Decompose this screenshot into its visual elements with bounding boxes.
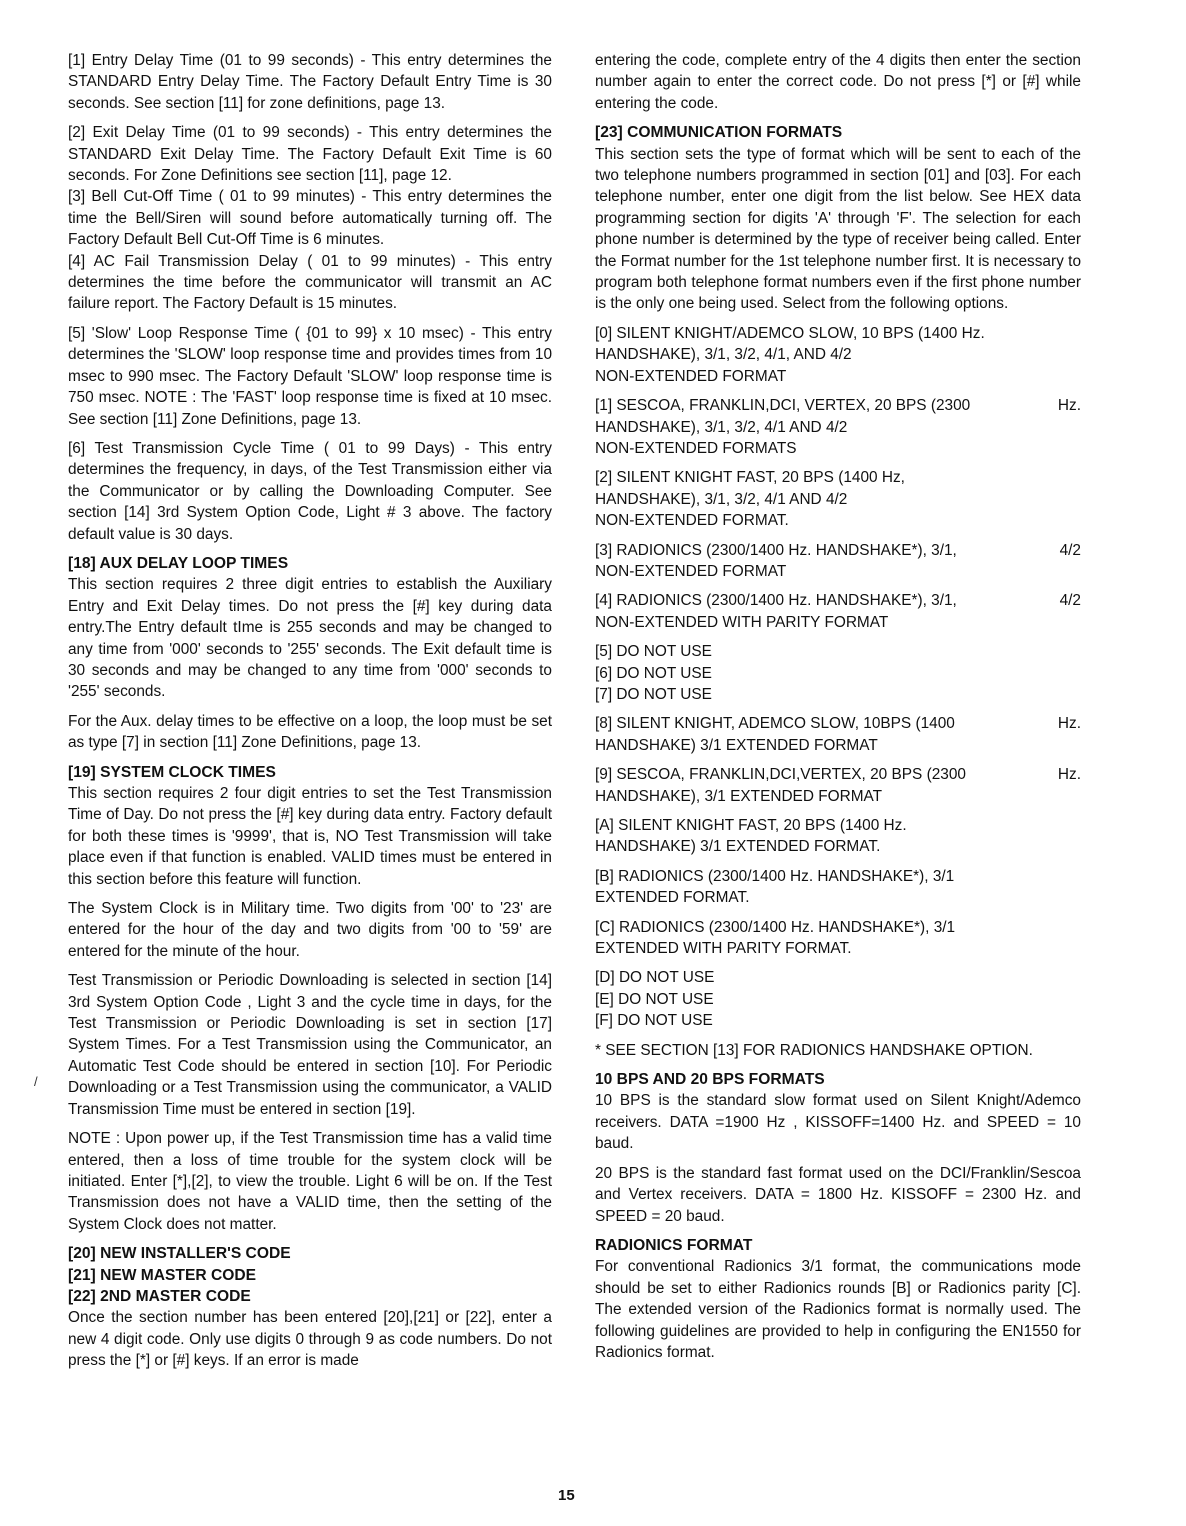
left-column bbox=[68, 50, 552, 1372]
section-19-text: This section requires 2 four digit entries to set the Test Transmission Time of Day. Do not press the [#] key during data entry. Factory default for both these times is '9999', that is, NO Test Transmission will take place even if that function is enabled. VALID times must be entered in this section before this feature will function. bbox=[68, 785, 552, 888]
slow-loop-paragraph: [5] 'Slow' Loop Response Time ( {01 to 99} x 10 msec) - This entry determines the 'SLOW' loop response time and provides times from 10 msec to 990 msec. The Factory Default 'SLOW' loop response time is 750 msec. NOTE : The 'FAST' loop response time is fixed at 10 msec. See section [11] Zone Definitions, page 13. bbox=[68, 324, 552, 428]
format-option-3: [3] RADIONICS (2300/1400 Hz. HANDSHAKE*), 3/1, 4/2 NON-EXTENDED FORMAT bbox=[595, 541, 1081, 580]
section-23-text: This section sets the type of format which will be sent to each of the two telephone numbers programmed in section [01] and [03]. For each telephone number, enter one digit from the list below. See HEX data programming section for digits 'A' through 'F'. The selection for each phone number is determined by the type of receiver being called. Enter the Format number for the 1st telephone number first. It is necessary to program both telephone format numbers even if the first phone number is the only one being used. Select from the following options. bbox=[595, 145, 1081, 313]
section-22-heading: [22] 2ND MASTER CODE bbox=[68, 1287, 251, 1305]
format-option-f: [F] DO NOT USE bbox=[595, 1012, 713, 1030]
code-entry-continued: entering the code, complete entry of the 4 digits then enter the section number again to enter the correct code. Do not press [*] or [#] while entering the code. bbox=[595, 52, 1081, 112]
format-option-b: [B] RADIONICS (2300/1400 Hz. HANDSHAKE*), 3/1 EXTENDED FORMAT. bbox=[595, 867, 955, 907]
bps-formats-heading: 10 BPS AND 20 BPS FORMATS bbox=[595, 1071, 825, 1089]
section-23-heading: [23] COMMUNICATION FORMATS bbox=[595, 124, 843, 142]
test-transmission-paragraph: Test Transmission or Periodic Downloading is selected in section [14] 3rd System Option Code , Light 3 and the cycle time in days, for the Test Transmission or Periodic Downloading is set in section [17] System Times. For a Test Transmission using the Communicator, an Automatic Test Code should be entered in section [10]. For Periodic Downloading or a Test Transmission using the communicator, a VALID Transmission Time must be entered in section [19]. bbox=[68, 972, 552, 1118]
bps-10-paragraph: 10 BPS is the standard slow format used on Silent Knight/Ademco receivers. DATA =1900 Hz , KISSOFF=1400 Hz. and SPEED = 10 baud. bbox=[595, 1092, 1081, 1153]
bps-20-paragraph: 20 BPS is the standard fast format used on the DCI/Franklin/Sescoa and Vertex receivers. DATA = 1800 Hz. KISSOFF = 2300 Hz. and SPEED = 20 baud. bbox=[595, 1164, 1081, 1225]
section-19-heading: [19] SYSTEM CLOCK TIMES bbox=[68, 763, 276, 781]
format-option-0: [0] SILENT KNIGHT/ADEMCO SLOW, 10 BPS (1400 Hz. HANDSHAKE), 3/1, 3/2, 4/1, AND 4/2 NON-EXTENDED FORMAT bbox=[595, 324, 985, 385]
margin-mark: / bbox=[34, 1074, 38, 1089]
format-option-a: [A] SILENT KNIGHT FAST, 20 BPS (1400 Hz. HANDSHAKE) 3/1 EXTENDED FORMAT. bbox=[595, 817, 907, 856]
format-option-9: [9] SESCOA, FRANKLIN,DCI,VERTEX, 20 BPS (2300 Hz. HANDSHAKE), 3/1 EXTENDED FORMAT bbox=[595, 766, 1081, 805]
format-option-8: [8] SILENT KNIGHT, ADEMCO SLOW, 10BPS (1400 Hz. HANDSHAKE) 3/1 EXTENDED FORMAT bbox=[595, 715, 1081, 754]
format-option-e: [E] DO NOT USE bbox=[595, 990, 714, 1008]
section-18-heading: [18] AUX DELAY LOOP TIMES bbox=[68, 554, 289, 572]
exit-delay-paragraph: [2] Exit Delay Time (01 to 99 seconds) - This entry determines the STANDARD Exit Delay Time. The Factory Default Exit Time is 60 seconds. For Zone Definitions see section [11], page 12. bbox=[68, 124, 552, 185]
format-option-2: [2] SILENT KNIGHT FAST, 20 BPS (1400 Hz, HANDSHAKE), 3/1, 3/2, 4/1 AND 4/2 NON-EXTENDED FORMAT. bbox=[595, 469, 905, 530]
format-option-4: [4] RADIONICS (2300/1400 Hz. HANDSHAKE*), 3/1, 4/2 NON-EXTENDED WITH PARITY FORMAT bbox=[595, 592, 1081, 631]
format-option-7: [7] DO NOT USE bbox=[595, 685, 712, 703]
format-option-d: [D] DO NOT USE bbox=[595, 969, 715, 987]
radionics-format-paragraph: For conventional Radionics 3/1 format, the communications mode should be set to either Radionics rounds [B] or Radionics parity [C]. The extended version of the Radionics format is normally used. The following guidelines are provided to help in configuring the EN1550 for Radionics format. bbox=[595, 1258, 1081, 1361]
right-column bbox=[595, 50, 1081, 1371]
format-option-6: [6] DO NOT USE bbox=[595, 664, 712, 682]
section-18-note: For the Aux. delay times to be effective on a loop, the loop must be set as type [7] in section [11] Zone Definitions, page 13. bbox=[68, 712, 552, 752]
section-20-heading: [20] NEW INSTALLER'S CODE bbox=[68, 1245, 291, 1263]
ac-fail-paragraph: [4] AC Fail Transmission Delay ( 01 to 99 minutes) - This entry determines the time before the communicator will transmit an AC failure report. The Factory Default is 15 minutes. bbox=[68, 252, 552, 313]
power-up-note: NOTE : Upon power up, if the Test Transmission time has a valid time entered, then a loss of time trouble for the system clock will be initiated. Enter [*],[2], to view the trouble. Light 6 will be on. If the Test Transmission does not have a VALID time, then the setting of the System Clock does not matter. bbox=[68, 1130, 552, 1233]
radionics-format-heading: RADIONICS FORMAT bbox=[595, 1236, 753, 1254]
format-option-1: [1] SESCOA, FRANKLIN,DCI, VERTEX, 20 BPS (2300 Hz. HANDSHAKE), 3/1, 3/2, 4/1 AND 4/2 NON-EXTENDED FORMATS bbox=[595, 397, 1081, 457]
format-option-5: [5] DO NOT USE bbox=[595, 643, 712, 661]
entry-delay-paragraph: [1] Entry Delay Time (01 to 99 seconds) - This entry determines the STANDARD Entry Delay Time. The Factory Default Entry Time is 30 seconds. See section [11] for zone definitions, page 13. bbox=[68, 52, 552, 112]
format-options-d-f bbox=[595, 967, 1081, 1031]
section-18-text: This section requires 2 three digit entries to establish the Auxiliary Entry and Exit Delay times. Do not press the [#] key during data entry.The Entry default tIme is 255 seconds and may be changed to any time from '000' seconds to '255' seconds. The Exit default time is 30 seconds and may be changed to any time from '000' seconds to '255' seconds. bbox=[68, 576, 552, 701]
radionics-handshake-note: * SEE SECTION [13] FOR RADIONICS HANDSHAKE OPTION. bbox=[595, 1041, 1033, 1059]
section-21-heading: [21] NEW MASTER CODE bbox=[68, 1266, 257, 1284]
test-cycle-paragraph: [6] Test Transmission Cycle Time ( 01 to 99 Days) - This entry determines the frequency, in days, of the Test Transmission either via the Communicator or by calling the Downloading Computer. See section [14] 3rd System Option Code, Light # 3 above. The factory default value is 30 days. bbox=[68, 439, 552, 543]
system-clock-paragraph: The System Clock is in Military time. Two digits from '00' to '23' are entered for the hour of the day and two digits from '00 to '59' are entered for the minute of the hour. bbox=[68, 900, 552, 960]
format-option-c: [C] RADIONICS (2300/1400 Hz. HANDSHAKE*), 3/1 EXTENDED WITH PARITY FORMAT. bbox=[595, 918, 956, 958]
format-options-5-7 bbox=[595, 641, 1081, 705]
bell-cutoff-paragraph: [3] Bell Cut-Off Time ( 01 to 99 minutes) - This entry determines the time the Bell/Siren will sound before automatically turning off. The Factory Default Bell Cut-Off Time is 6 minutes. bbox=[68, 188, 552, 249]
page-number: 15 bbox=[558, 1487, 575, 1504]
code-entry-paragraph: Once the section number has been entered [20],[21] or [22], enter a new 4 digit code. Only use digits 0 through 9 as code numbers. Do not press the [*] or [#] keys. If an error is made bbox=[68, 1309, 552, 1370]
